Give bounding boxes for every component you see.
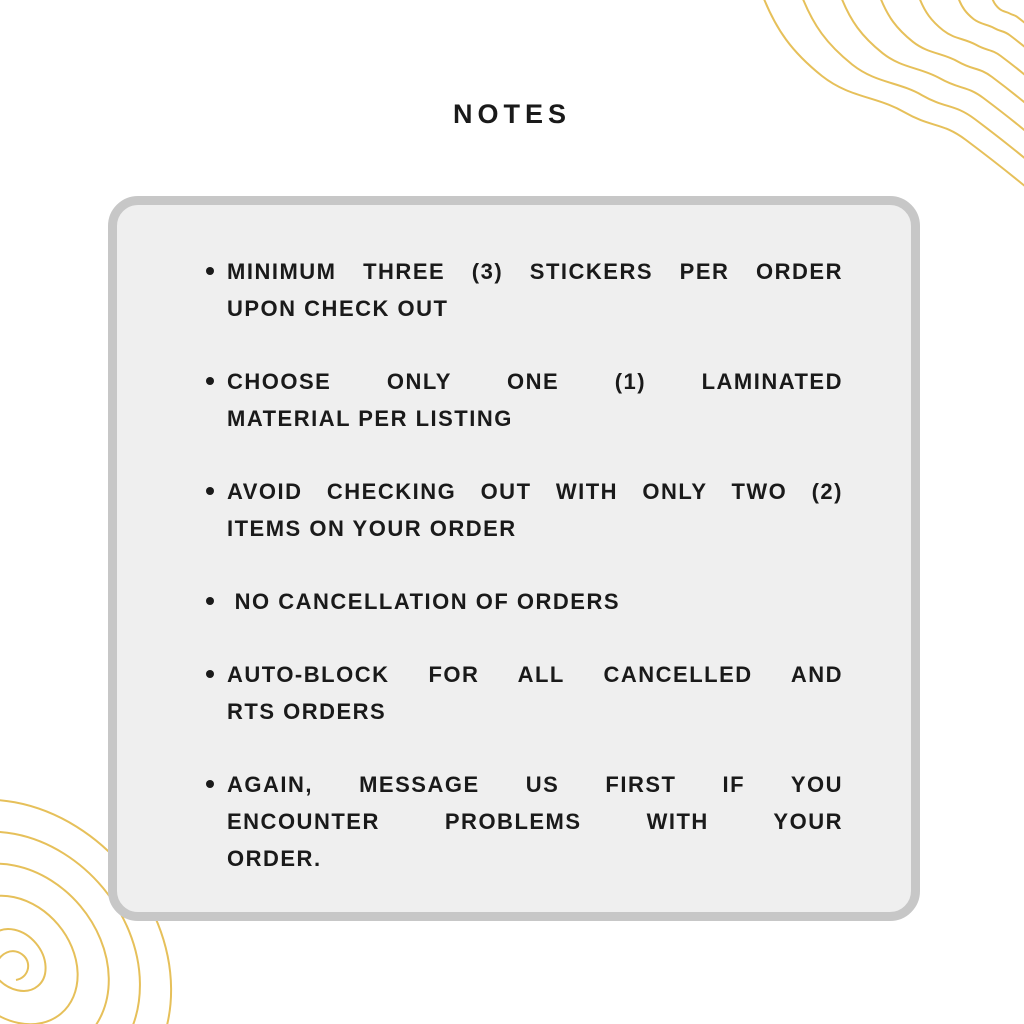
list-item (206, 473, 851, 547)
bullet-dot-icon (206, 267, 214, 275)
note-text (227, 473, 843, 547)
note-line: MINIMUM THREE (3) STICKERS PER ORDER (227, 259, 843, 284)
list-item (206, 766, 851, 877)
bullet-dot-icon (206, 597, 214, 605)
note-line: UPON CHECK OUT (227, 296, 449, 321)
note-line: CHOOSE ONLY ONE (1) LAMINATED (227, 369, 843, 394)
note-text (227, 766, 843, 877)
list-item (206, 656, 851, 730)
note-text (227, 583, 843, 620)
bullet-dot-icon (206, 670, 214, 678)
note-line: MATERIAL PER LISTING (227, 406, 513, 431)
note-line: RTS ORDERS (227, 699, 387, 724)
bullet-dot-icon (206, 487, 214, 495)
notes-card (108, 196, 920, 921)
note-line: AUTO-BLOCK FOR ALL CANCELLED AND (227, 662, 843, 687)
note-line: ITEMS ON YOUR ORDER (227, 516, 517, 541)
list-item (206, 253, 851, 327)
bullet-dot-icon (206, 780, 214, 788)
note-line: NO CANCELLATION OF ORDERS (227, 589, 621, 614)
note-line: ORDER. (227, 846, 322, 871)
list-item (206, 363, 851, 437)
note-text (227, 253, 843, 327)
note-line: AGAIN, MESSAGE US FIRST IF YOU (227, 772, 843, 797)
list-item (206, 583, 851, 620)
bullet-dot-icon (206, 377, 214, 385)
note-text (227, 656, 843, 730)
notes-list (206, 253, 851, 877)
note-line: AVOID CHECKING OUT WITH ONLY TWO (2) (227, 479, 843, 504)
page-title: NOTES (452, 99, 571, 129)
note-line: ENCOUNTER PROBLEMS WITH YOUR (227, 809, 843, 834)
note-text (227, 363, 843, 437)
